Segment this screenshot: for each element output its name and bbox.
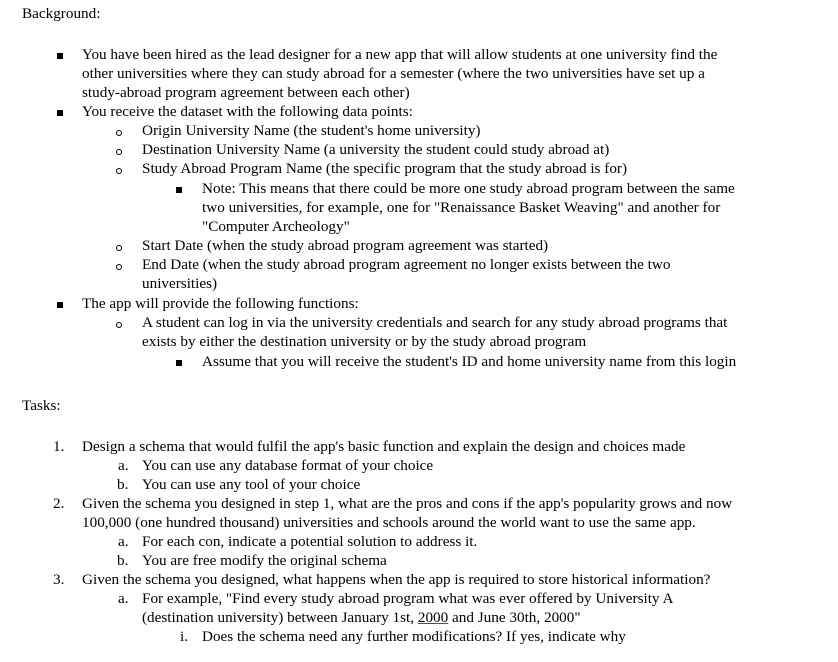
task-2b-text: You are free modify the original schema [142,552,387,569]
task-3a-label: a. [118,590,129,607]
background-bullet-1-line-2: other universities where they can study abroad for a semester (where the two universities have set up a [82,65,705,82]
data-point-origin: Origin University Name (the student's home university) [142,122,481,139]
circle-bullet-icon [116,322,122,328]
circle-bullet-icon [116,245,122,251]
task-2b-label: b. [117,552,129,569]
square-bullet-icon [176,187,182,193]
circle-bullet-icon [116,149,122,155]
function-line-2: exists by either the destination university or by the study abroad program [142,333,587,350]
task-3a-line-2-post: and June 30th, 2000" [448,609,581,626]
task-2-line-1: Given the schema you designed in step 1, what are the pros and cons if the app's popularity grows and now [82,495,733,512]
circle-bullet-icon [116,168,122,174]
note-line-3: "Computer Archeology" [202,218,350,235]
square-bullet-icon [57,302,63,308]
square-bullet-icon [57,53,63,59]
data-point-program: Study Abroad Program Name (the specific program that the study abroad is for) [142,160,628,177]
circle-bullet-icon [116,130,122,136]
tasks-heading: Tasks: [22,397,61,414]
data-point-start: Start Date (when the study abroad program agreement was started) [142,237,549,254]
data-point-destination: Destination University Name (a university the student could study abroad at) [142,141,610,158]
task-2a-text: For each con, indicate a potential solution to address it. [142,533,478,550]
data-point-end-line-2: universities) [142,275,218,292]
task-3i-label: i. [180,628,189,645]
task-1b-label: b. [117,476,129,493]
task-1-number: 1. [53,438,65,455]
background-bullet-2: You receive the dataset with the following data points: [82,103,413,120]
task-1a-label: a. [118,457,129,474]
square-bullet-icon [57,110,63,116]
task-1b-text: You can use any tool of your choice [142,476,361,493]
task-3-text: Given the schema you designed, what happens when the app is required to store historical information? [82,571,711,588]
task-3a-line-2 [142,609,581,627]
background-bullet-1-line-1: You have been hired as the lead designer for a new app that will allow students at one university find the [82,46,718,63]
task-2a-label: a. [118,533,129,550]
task-1a-text: You can use any database format of your choice [142,457,434,474]
underlined-year: 2000 [417,609,449,626]
note-line-1: Note: This means that there could be more one study abroad program between the same [202,180,735,197]
task-2-line-2: 100,000 (one hundred thousand) universities and schools around the world want to use the same app. [82,514,696,531]
task-2-number: 2. [53,495,65,512]
task-1-text: Design a schema that would fulfil the app's basic function and explain the design and choices made [82,438,686,455]
task-3a-line-1: For example, "Find every study abroad program what was ever offered by University A [142,590,674,607]
background-heading: Background: [22,5,101,22]
background-bullet-3: The app will provide the following functions: [82,295,359,312]
note-line-2: two universities, for example, one for "Renaissance Basket Weaving" and another for [202,199,721,216]
assume-line: Assume that you will receive the student's ID and home university name from this login [202,353,737,370]
function-line-1: A student can log in via the university credentials and search for any study abroad programs that [142,314,728,331]
task-3a-line-2-pre: (destination university) between January 1st, [142,609,418,626]
circle-bullet-icon [116,264,122,270]
background-bullet-1-line-3: study-abroad program agreement between each other) [82,84,410,101]
square-bullet-icon [176,360,182,366]
data-point-end-line-1: End Date (when the study abroad program agreement no longer exists between the two [142,256,671,273]
task-3i-text: Does the schema need any further modifications? If yes, indicate why [202,628,626,645]
task-3-number: 3. [53,571,65,588]
